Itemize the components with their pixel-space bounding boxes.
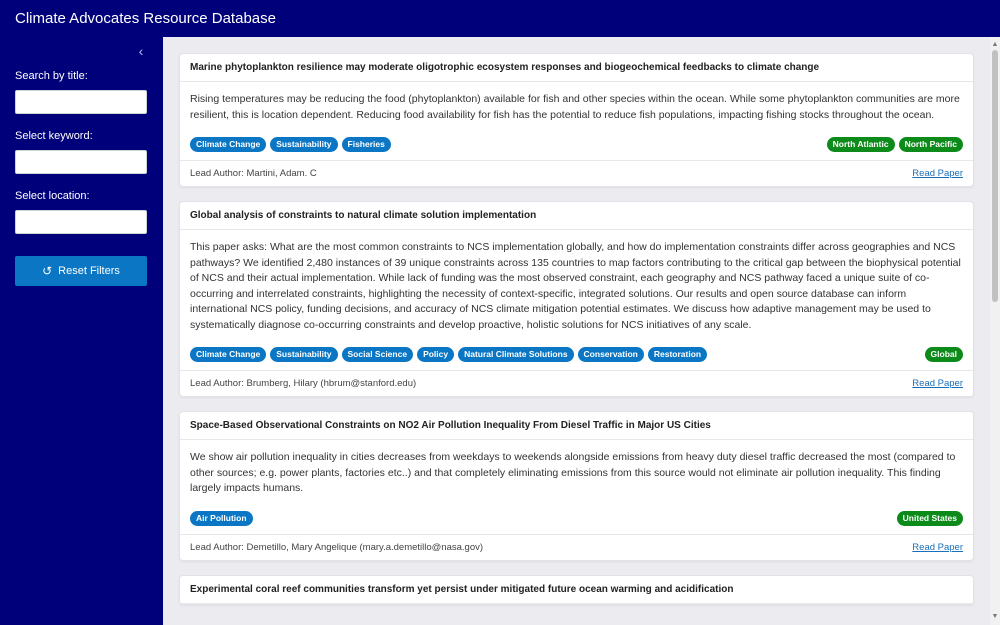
paper-abstract: This paper asks: What are the most common constraints to NCS implementation globally, and how do implementation constraints differ across geographies and NCS pathways? We identified 2,480 instances of 39 unique constraints across 135 countries to map factors contributing to the critical gap between the biophysical potential of NCS and their actual implementation. While lack of funding was the most observed constraint, each geography and NCS pathway faced a unique suite of co-occurring and interrelated constraints, highlighting the necessity of context-specific, integrated solutions. Our results and open source database can inform international NCS policy, funding decisions, and accuracy of NCS climate mitigation potential estimates. We discuss how adaptive management may be used to systematically diagnose co-occurring constraints and develop proactive, holistic solutions for NCS initiatives of any scale. [190,241,961,331]
paper-footer [180,160,973,186]
keyword-label: Select keyword: [15,130,93,142]
keyword-tag[interactable]: Sustainability [270,347,337,362]
location-tags [897,511,963,526]
paper-abstract: Rising temperatures may be reducing the food (phytoplankton) available for fish and other species within the ocean. While some phytoplankton communities are more resilient, this is location dependent. Reducing food availability for fish has the potential to reduce fish populations, impacting fishing stocks throughout the ocean. [190,93,960,121]
keyword-tag[interactable]: Policy [417,347,454,362]
location-label: Select location: [15,190,90,202]
read-paper-link[interactable]: Read Paper [912,168,963,179]
scroll-up-icon[interactable]: ▲ [991,41,999,48]
paper-title: Marine phytoplankton resilience may moderate oligotrophic ecosystem responses and biogeochemical feedbacks to climate change [180,54,973,82]
read-paper-link[interactable]: Read Paper [912,541,963,553]
paper-body [180,440,973,534]
location-select[interactable] [15,210,147,234]
keyword-tags [190,137,391,152]
location-tags [925,347,963,362]
keyword-tag[interactable]: Sustainability [270,137,337,152]
paper-card [179,575,974,605]
paper-list [163,37,990,625]
reset-filters-button[interactable] [15,256,147,286]
paper-title: Space-Based Observational Constraints on NO2 Air Pollution Inequality From Diesel Traffic in Major US Cities [180,412,973,440]
location-tag[interactable]: North Atlantic [827,137,895,152]
keyword-select[interactable] [15,150,147,174]
keyword-tag[interactable]: Restoration [648,347,707,362]
tag-row [190,137,963,152]
lead-author: Lead Author: Brumberg, Hilary (hbrum@stanford.edu) [190,378,417,389]
scroll-thumb[interactable] [992,50,998,302]
tag-row [190,511,963,526]
paper-body [180,230,973,370]
scrollbar[interactable] [990,37,1000,625]
read-paper-link[interactable]: Read Paper [912,378,963,389]
location-tag[interactable]: North Pacific [899,137,963,152]
keyword-tags [190,511,253,526]
app-header [0,0,1000,37]
lead-author: Lead Author: Demetillo, Mary Angelique (mary.a.demetillo@nasa.gov) [190,541,484,553]
keyword-tags [190,347,707,362]
paper-card [179,411,974,561]
reset-filters-label: Reset Filters [58,265,120,277]
chevron-left-icon[interactable]: ‹ [138,43,144,59]
search-title-label: Search by title: [15,70,88,82]
search-title-input[interactable] [15,90,147,114]
keyword-tag[interactable]: Social Science [342,347,414,362]
keyword-tag[interactable]: Air Pollution [190,511,253,526]
lead-author: Lead Author: Martini, Adam. C [190,168,317,179]
location-tags [827,137,963,152]
keyword-tag[interactable]: Conservation [578,347,644,362]
keyword-tag[interactable]: Climate Change [190,347,266,362]
keyword-tag[interactable]: Climate Change [190,137,266,152]
rotate-ccw-icon: ↺ [42,264,53,278]
paper-footer [180,370,973,396]
tag-row [190,347,963,362]
paper-abstract: We show air pollution inequality in cities decreases from weekdays to weekends alongside emissions from heavy duty diesel traffic decreased the most (compared to other sources; e.g. power plants, factories etc..) and that completely eliminating emissions from this source would not eliminate air pollution inequality. This finding largely impacts humans. [190,451,956,494]
app-title: Climate Advocates Resource Database [15,10,276,27]
keyword-tag[interactable]: Fisheries [342,137,391,152]
keyword-tag[interactable]: Natural Climate Solutions [458,347,573,362]
paper-card [179,201,974,397]
location-tag[interactable]: United States [897,511,963,526]
paper-body [180,82,973,160]
paper-card [179,53,974,187]
paper-title: Global analysis of constraints to natural climate solution implementation [180,202,973,230]
paper-title: Experimental coral reef communities transform yet persist under mitigated future ocean warming and acidification [180,576,973,604]
filter-sidebar [0,37,163,625]
location-tag[interactable]: Global [925,347,963,362]
scroll-down-icon[interactable]: ▼ [991,613,999,620]
paper-footer [180,534,973,560]
